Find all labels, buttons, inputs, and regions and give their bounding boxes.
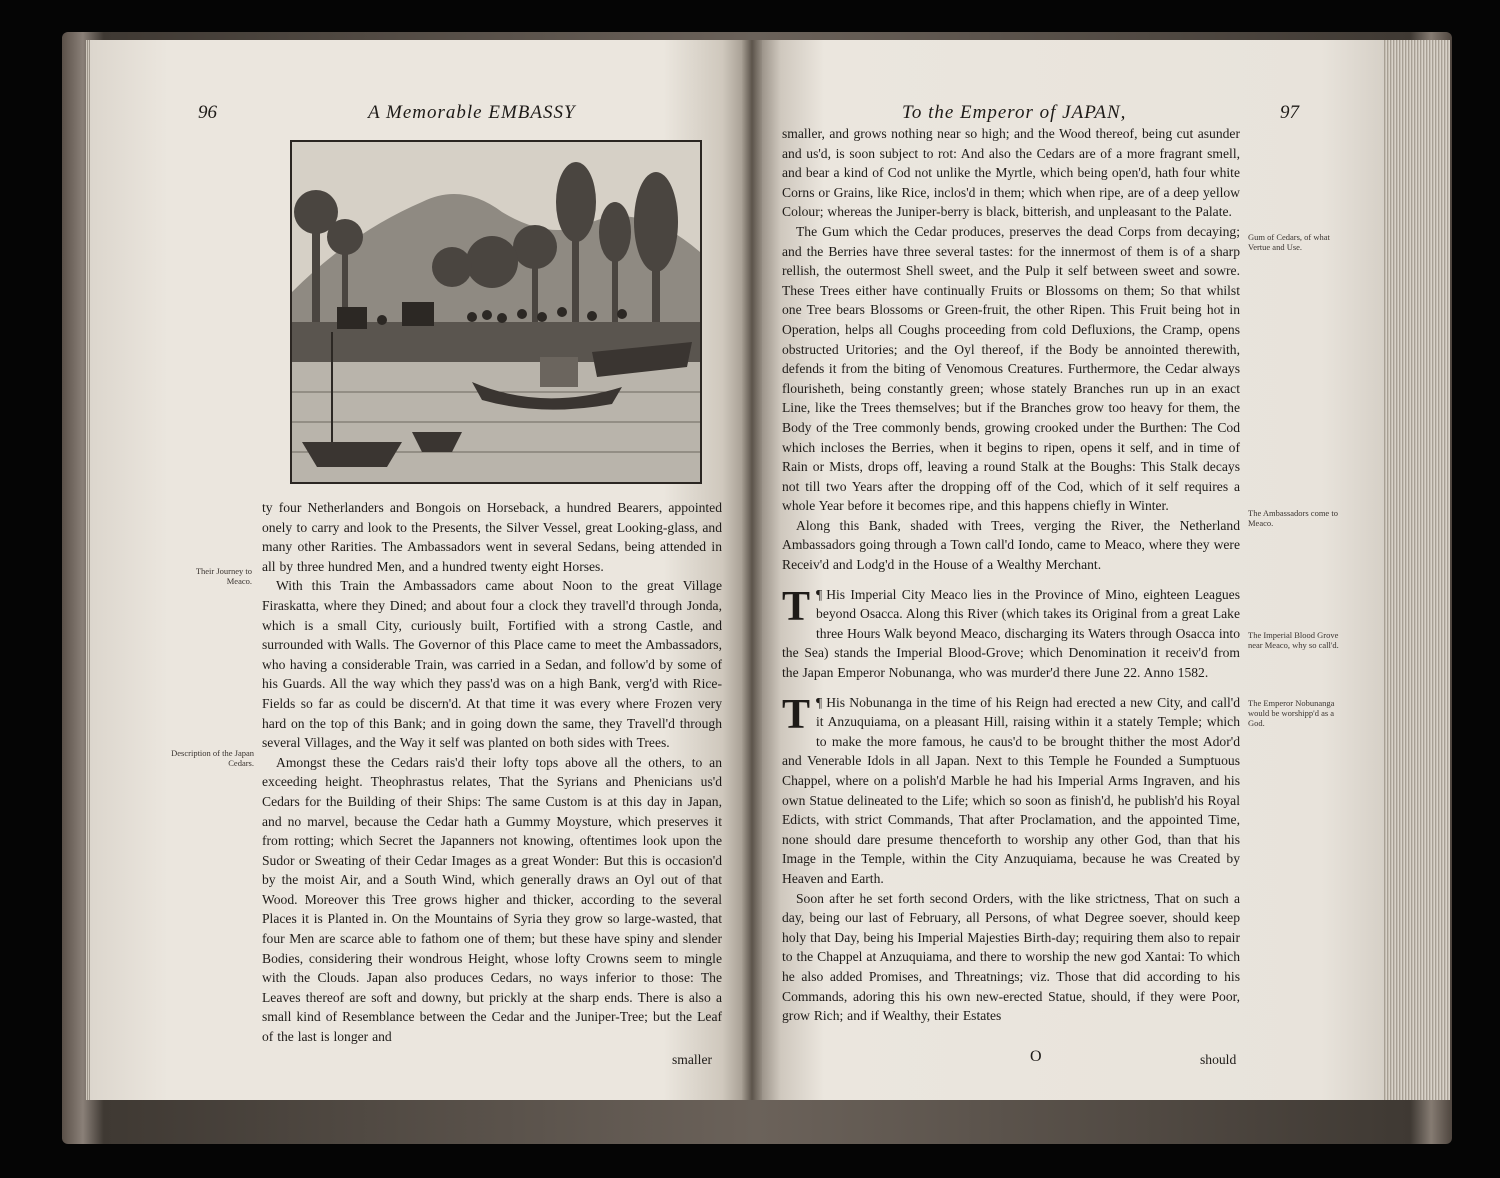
right-running-head: To the Emperor of JAPAN, [902, 102, 1127, 123]
engraving-illustration [290, 140, 702, 484]
margin-note-gum: Gum of Cedars, of what Vertue and Use. [1248, 232, 1330, 252]
drop-paragraph-text: His Imperial City Meaco lies in the Province of Mino, eighteen Leagues beyond Osacca. Along this River (which takes its Original from a great Lake three Hours Walk beyond Meaco, discharging its Waters through Osacca into the Sea) stands the Imperial Blood-Grove; which Denomination it receiv'd from the Japan Emperor Nobunanga, who was murder'd there June 22. Anno 1582. [782, 586, 1240, 681]
right-paragraph: Along this Bank, shaded with Trees, verging the River, the Netherland Ambassadors going through a Town call'd Iondo, came to Meaco, where they were Receiv'd and Lodg'd in the House of a Wealthy Merchant. [782, 517, 1240, 573]
margin-note-blood-grove: The Imperial Blood Grove near Meaco, why so call'd. [1248, 630, 1339, 650]
left-paragraph: With this Train the Ambassadors came about Noon to the great Village Firaskatta, where they Dined; and about four a clock they travell'd through Jonda, which is a small City, curiously built, Fortified with a strong Castle, and surrounded with Walls. The Governor of this Place came to meet the Ambassadors, who having a considerable Train, was carried in a Sedan, and follow'd by some of his Guards. All the way which they pass'd was on a high Bank, verg'd with Rice-Fields so far as could be discern'd. At that time it was every where Frozen very hard on the top of this Bank; and in going down the same, they Travell'd through several Villages, and the Way it self was planted on both sides with Trees. [262, 578, 722, 751]
left-catchword: smaller [672, 1052, 713, 1067]
right-page-edges [1380, 40, 1450, 1100]
margin-note-emperor: The Emperor Nobunanga would be worshipp'd as a God. [1248, 698, 1335, 728]
margin-note-ambassadors: The Ambassadors come to Meaco. [1248, 508, 1338, 528]
left-paragraph: Amongst these the Cedars rais'd their lofty tops above all the others, to an exceeding height. Theophrastus relates, That the Syrians and Phenicians us'd Cedars for the Building of their Ships: The same Custom is at this day in Japan, and no marvel, because the Cedar hath a Gummy Moysture, which preserves it from rotting; which Secret the Japanners not knowing, oftentimes look upon the Sudor or Sweating of their Cedar Images as a great Wonder: But this is occasion'd by the moist Air, and a South Wind, which generally draws an Oyl out of that Wood. Moreover this Tree grows higher and thicker, according to the several Places it is Planted in. On the Mountains of Syria they grow so large-wasted, that four Men are scarce able to fathom one of them; but these have spiny and slender Bodies, considering their wondrous Height, whose lofty Crowns seem to mingle with the Clouds. Japan also produces Cedars, no ways inferior to those: The Leaves thereof are soft and downy, but prickly at the sharp ends. There is also a small kind of Resemblance between the Cedar and the Juniper-Tree; but the Leaf of the last is longer and [262, 754, 722, 1045]
drop-cap: T [782, 691, 811, 738]
right-drop-paragraph [782, 585, 1240, 683]
drop-cap: T [782, 583, 811, 630]
left-paragraph: ty four Netherlanders and Bongois on Horseback, a hundred Bearers, appointed onely to carry and look to the Presents, the Silver Vessel, great Looking-glass, and many other Rarities. The Ambassadors went in several Sedans, being attended in all by three hundred Men, and a hundred twenty eight Horses. [262, 500, 722, 574]
left-body-text [262, 498, 722, 1047]
left-running-head: A Memorable EMBASSY [368, 102, 576, 123]
right-page [762, 40, 1384, 1100]
pilcrow-mark: ¶ [816, 694, 823, 710]
pilcrow-mark: ¶ [816, 586, 823, 602]
right-drop-paragraph [782, 693, 1240, 889]
right-body-text [782, 124, 1240, 1026]
right-catchword: should [1200, 1052, 1237, 1067]
left-page-number: 96 [198, 102, 217, 123]
book-gutter [742, 40, 762, 1100]
left-page [90, 40, 742, 1100]
signature-mark: O [1030, 1048, 1042, 1065]
drop-paragraph-text: His Nobunanga in the time of his Reign had erected a new City, and call'd it Anzuquiama, on a pleasant Hill, raising within it a stately Temple; which to make the more famous, he caus'd to be brought thither the most Ador'd and Venerable Idols in all Japan. Next to this Temple he Founded a Sumptuous Chappel, where on a polish'd Marble he had his Imperial Arms Ingraven, and his own Statue delineated to the Life; which so soon as finish'd, he publish'd his Royal Edicts, with strict Commands, That after Proclamation, and the appointed Time, none should dare presume thenceforth to worship any other God, than that his Image in the Temple, within the City Anzuquiama, because he was Created by Heaven and Earth. [782, 694, 1240, 886]
right-page-number: 97 [1280, 102, 1299, 123]
right-paragraph: The Gum which the Cedar produces, preserves the dead Corps from decaying; and the Berries have three several tastes: for the innermost of them is of a sharp rellish, the outermost Shell sweet, and the Pulp it self between sweet and sowre. These Trees either have continually Fruits or Blossoms on them; So that whilst one Tree bears Blossoms or Green-fruit, the other Ripen. This Fruit being hot in Operation, helps all Coughs proceeding from cold Defluxions, the Cramp, opens obstructed Uritories; and the Oyl thereof, if the Body be annointed therewith, defends it from the biting of Venomous Creatures. Furthermore, the Cedar always flourisheth, being constantly green; whose stately Branches run up in an exact Line, like the Trees themselves; but if the Branches grow too heavy for them, the Body of the Tree commonly bends, growing crooked under the Burthen: The Cod which incloses the Berries, when it begins to ripen, opens it self, and in time of Rain or Mists, drops off, leaving a round Stalk at the Boughs: This Stalk decays not till two Years after the dropping off of the Cod, which of it self requires a whole Year before it becomes ripe, and this happens chiefly in Winter. [782, 223, 1240, 514]
margin-note-journey: Their Journey to Meaco. [195, 566, 252, 586]
right-paragraph: Soon after he set forth second Orders, with the like strictness, That on such a day, being our last of February, all Persons, of what Degree soever, should keep holy that Day, being his Imperial Majesties Birth-day; requiring them also to repair to the Chappel at Anzuquiama, and there to worship the new god Xantai: To which he also added Promises, and Threatnings; viz. Those that did according to his Commands, adoring this his own new-erected Statue, should, if they were Poor, grow Rich; and if Wealthy, their Estates [782, 890, 1240, 1024]
right-paragraph: smaller, and grows nothing near so high; and the Wood thereof, being cut asunder and us'd, is soon subject to rot: And also the Cedars are of a more fragrant smell, and bear a kind of Cod not unlike the Myrtle, which being open'd, hath four white Corns or Grains, like Rice, inclos'd in them; which when ripe, are of a deep yellow Colour; whereas the Juniper-berry is black, bitterish, and unpleasant to the Palate. [782, 126, 1240, 220]
margin-note-cedars: Description of the Japan Cedars. [171, 748, 254, 768]
